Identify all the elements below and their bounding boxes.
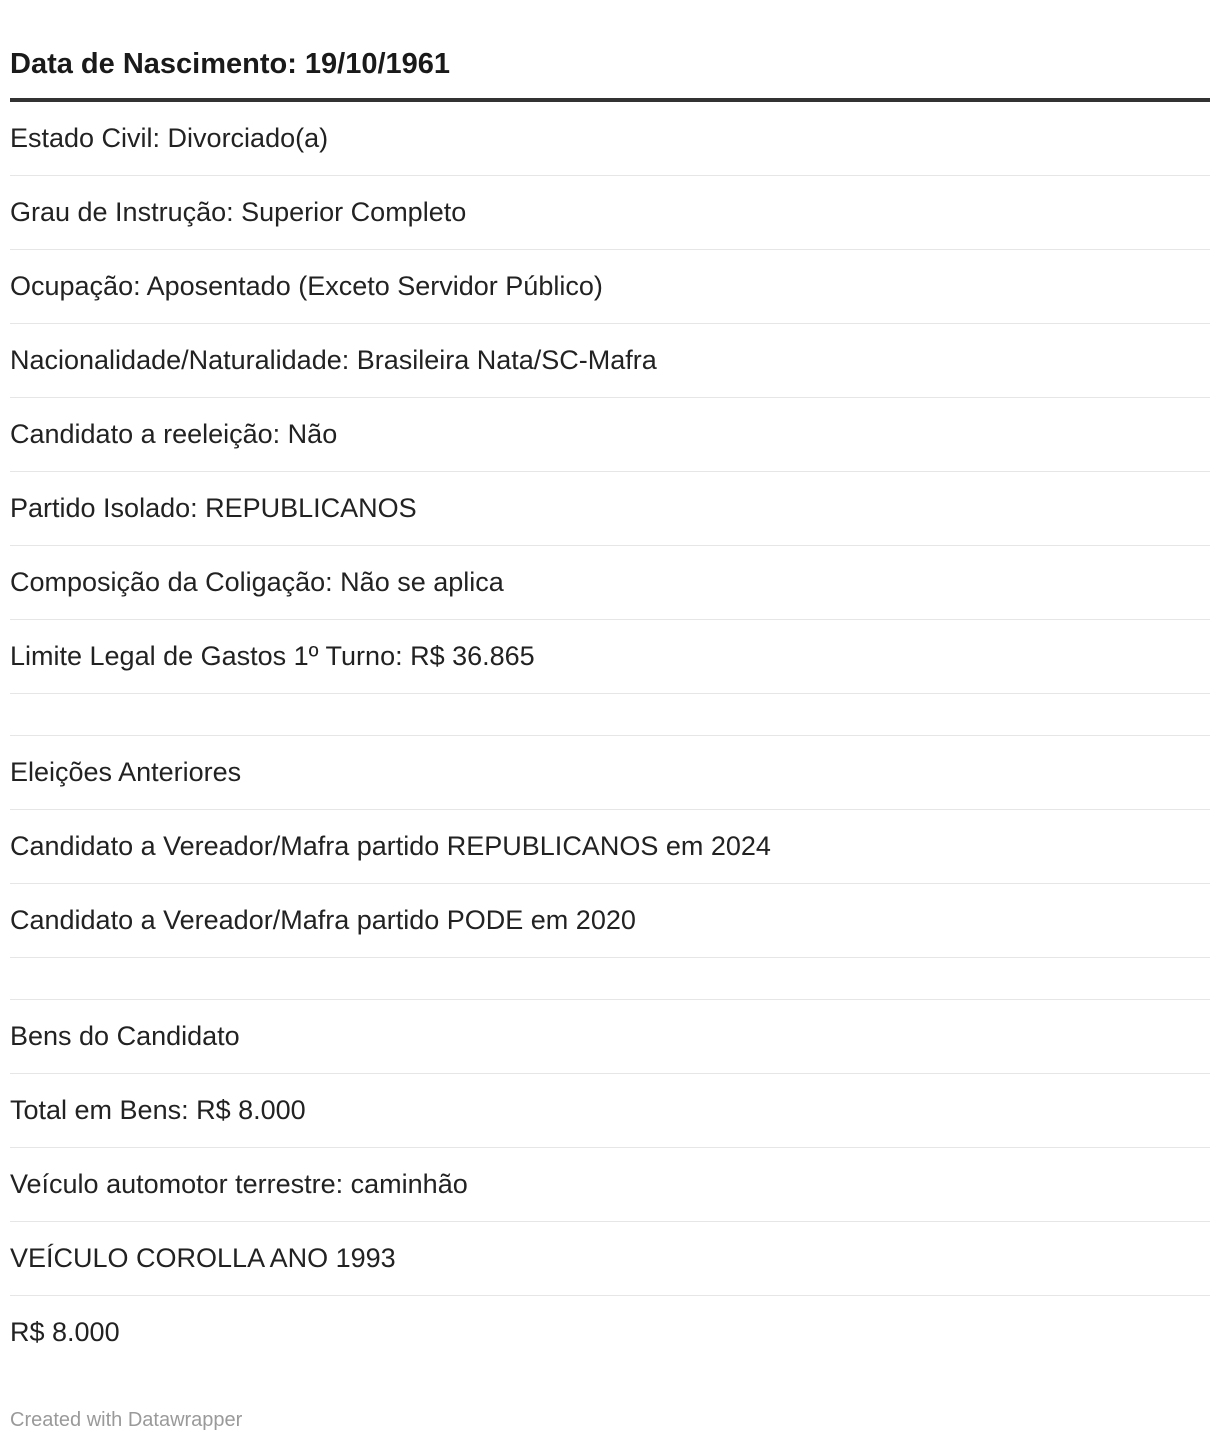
row-spending-limit: Limite Legal de Gastos 1º Turno: R$ 36.865 (10, 620, 1210, 694)
row-occupation: Ocupação: Aposentado (Exceto Servidor Público) (10, 250, 1210, 324)
row-assets-heading: Bens do Candidato (10, 1000, 1210, 1074)
row-spacer (10, 694, 1210, 736)
row-nationality: Nacionalidade/Naturalidade: Brasileira Nata/SC-Mafra (10, 324, 1210, 398)
row-education: Grau de Instrução: Superior Completo (10, 176, 1210, 250)
row-spacer (10, 958, 1210, 1000)
header-birth-date: Data de Nascimento: 19/10/1961 (10, 48, 451, 80)
datawrapper-credit: Created with Datawrapper (10, 1409, 243, 1431)
row-coalition: Composição da Coligação: Não se aplica (10, 546, 1210, 620)
row-party: Partido Isolado: REPUBLICANOS (10, 472, 1210, 546)
row-previous-election-2020: Candidato a Vereador/Mafra partido PODE em 2020 (10, 884, 1210, 958)
row-previous-elections-heading: Eleições Anteriores (10, 736, 1210, 810)
table-header (10, 0, 1210, 102)
row-asset-value: R$ 8.000 (10, 1317, 120, 1347)
row-asset-type: Veículo automotor terrestre: caminhão (10, 1148, 1210, 1222)
row-asset-description: VEÍCULO COROLLA ANO 1993 (10, 1222, 1210, 1296)
row-marital-status: Estado Civil: Divorciado(a) (10, 102, 1210, 176)
row-reelection: Candidato a reeleição: Não (10, 398, 1210, 472)
row-previous-election-2024: Candidato a Vereador/Mafra partido REPUBLICANOS em 2024 (10, 810, 1210, 884)
row-total-assets: Total em Bens: R$ 8.000 (10, 1074, 1210, 1148)
candidate-info-table (10, 0, 1210, 1369)
